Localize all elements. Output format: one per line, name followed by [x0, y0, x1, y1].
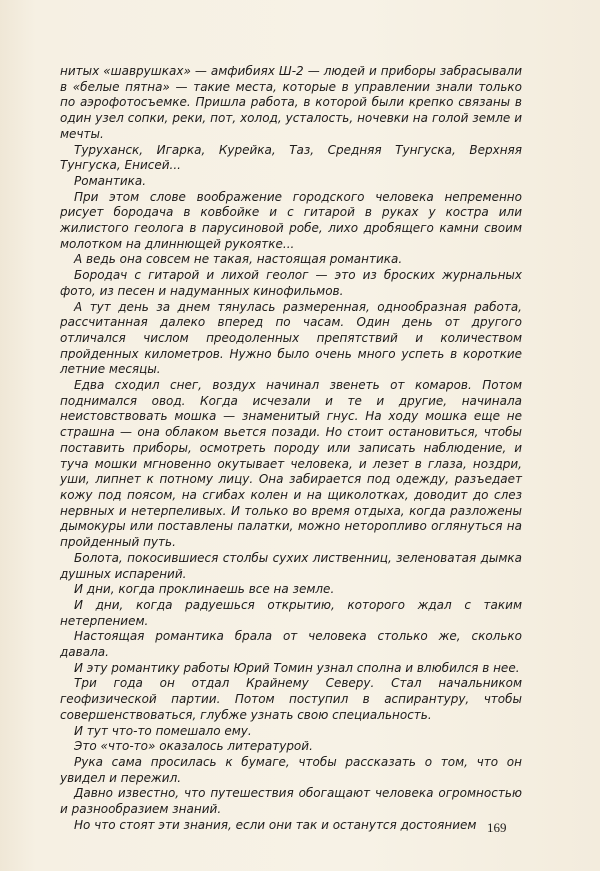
body-text [60, 64, 522, 833]
paragraph: Три года он отдал Крайнему Северу. Стал начальником геофизической партии. Потом поступил в аспирантуру, чтобы совершенствоваться, глубже узнать свою специальность. [60, 676, 522, 722]
paragraph: нитых «шаврушках» — амфибиях Ш-2 — людей и приборы забрасывали в «белые пятна» — такие места, которые в управлении знали только по аэрофотосъемке. Пришла работа, в которой были крепко связаны в один узел сопки, реки, пот, холод, усталость, ночевки на голой земле и мечты. [60, 64, 522, 141]
paragraph: А тут день за днем тянулась размеренная, однообразная работа, рассчитанная далеко вперед по часам. Один день от другого отличался числом преодоленных препятствий и количеством пройденных километров. Нужно было очень много успеть в короткие летние месяцы. [60, 299, 522, 377]
paragraph: И дни, когда проклинаешь все на земле. [74, 582, 335, 597]
paragraph: Настоящая романтика брала от человека столько же, сколько давала. [60, 629, 522, 660]
paragraph: Но что стоят эти знания, если они так и останутся достоянием [74, 817, 477, 832]
paragraph: И тут что-то помешало ему. [74, 723, 252, 738]
paragraph: Это «что-то» оказалось литературой. [74, 739, 313, 754]
paragraph: Рука сама просилась к бумаге, чтобы рассказать о том, что он увидел и пережил. [60, 754, 522, 785]
paragraph: Давно известно, что путешествия обогащают человека огромностью и разнообразием знаний. [60, 786, 522, 817]
paragraph: Туруханск, Игарка, Курейка, Таз, Средняя Тунгуска, Верхняя Тунгуска, Енисей... [60, 142, 522, 173]
paragraph: Бородач с гитарой и лихой геолог — это из броских журнальных фото, из песен и надуманных кинофильмов. [60, 268, 522, 298]
paragraph: Романтика. [74, 173, 147, 188]
paragraph: Едва сходил снег, воздух начинал звенеть от комаров. Потом поднимался овод. Когда исчезали и те и другие, начинала неистовствовать мошка — знаменитый гнус. На ходу мошка еще не страшна — она облаком вьется позади. Но стоит остановиться, чтобы поставить приборы, осмотреть породу или записать наблюдение, и туча мошки мгновенно окутывает человека, и лезет в глаза, ноздри, уши, липнет к потному лицу. Она забирается под одежду, разъедает кожу под поясом, на сгибах колен и на щиколотках, доводит до слез нервных и нетерпеливых. И только во время отдыха, когда разложены дымокуры или поставлены палатки, можно неторопливо оглянуться на пройденный путь. [60, 378, 522, 550]
paragraph: И эту романтику работы Юрий Томин узнал сполна и влюбился в нее. [74, 660, 520, 675]
paragraph: Болота, покосившиеся столбы сухих лиственниц, зеленоватая дымка душных испарений. [60, 550, 522, 581]
paragraph: При этом слове воображение городского человека непременно рисует бородача в ковбойке и с гитарой в руках у костра или жилистого геолога в парусиновой робе, лихо дробящего камни своим молотком на длиннющей рукоятке... [60, 189, 522, 251]
page-number: 169 [487, 820, 507, 835]
paragraph: А ведь она совсем не такая, настоящая романтика. [74, 252, 403, 267]
paragraph: И дни, когда радуешься открытию, которого ждал с таким нетерпением. [60, 597, 522, 628]
